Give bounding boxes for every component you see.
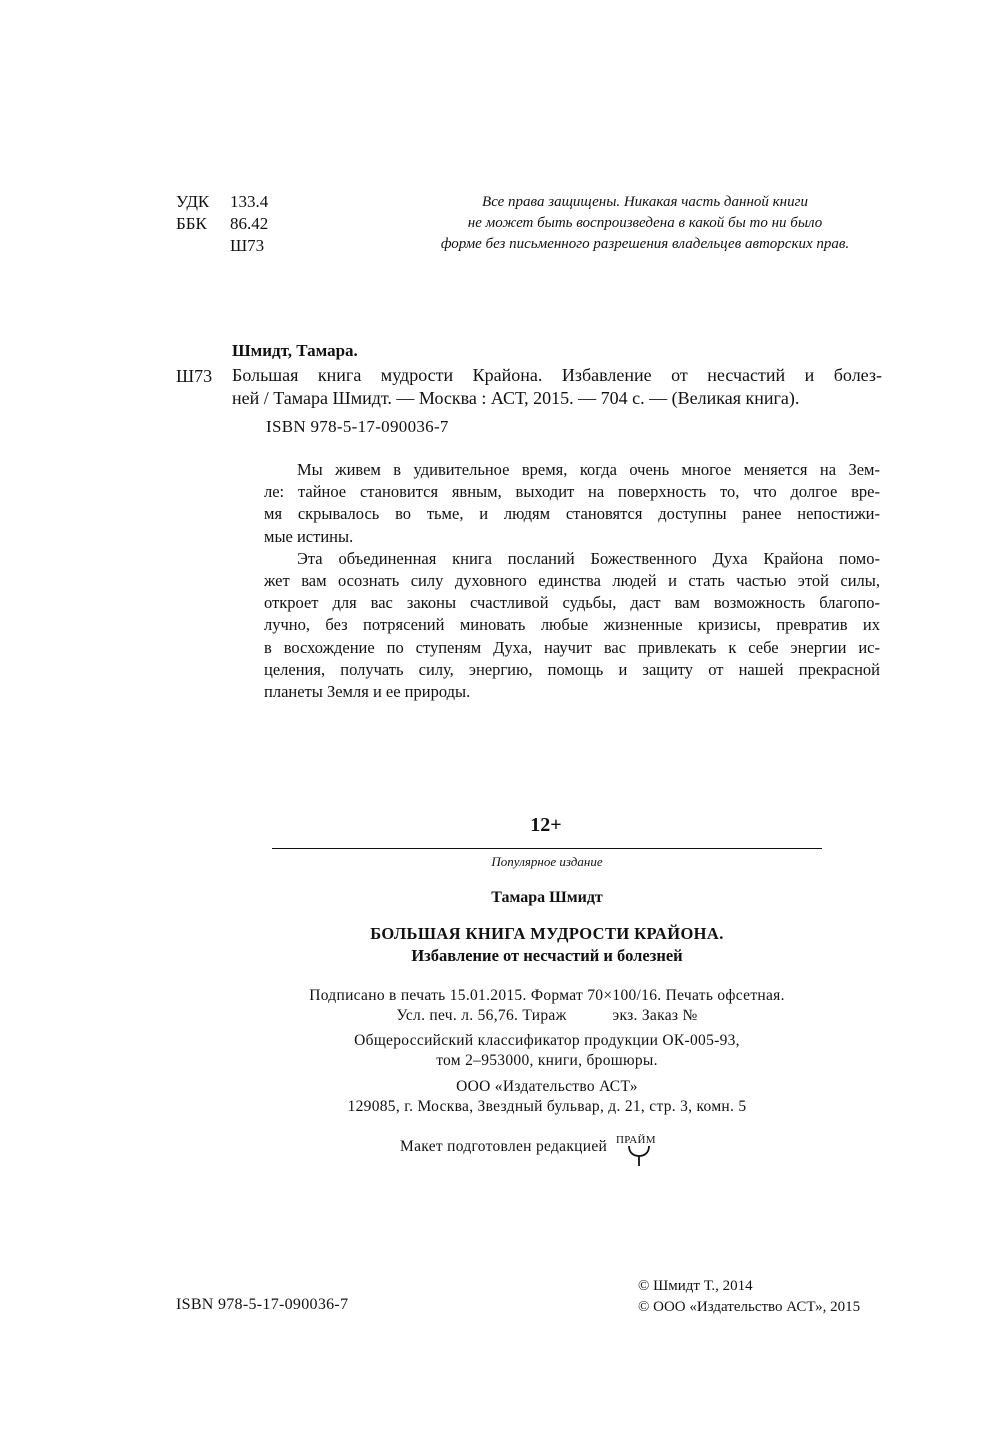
prepared-by bbox=[400, 1134, 671, 1170]
biblio-line: Большая книга мудрости Крайона. Избавление от несчастий и болез- bbox=[232, 365, 882, 385]
prepared-by-text: Макет подготовлен редакцией bbox=[400, 1138, 608, 1155]
classifier-line: Общероссийский классификатор продукции ОК-005-93, bbox=[354, 1032, 740, 1049]
rights-line: Все права защищены. Никакая часть данной книги bbox=[482, 194, 808, 210]
bibliographic-code: Ш73 bbox=[176, 366, 213, 386]
abstract-line: ле: тайное становится явным, выходит на поверхность то, что долгое вре- bbox=[264, 482, 880, 502]
abstract-line: Мы живем в удивительное время, когда очень многое меняется на Зем- bbox=[297, 460, 880, 479]
isbn-bottom: ISBN 978-5-17-090036-7 bbox=[176, 1296, 349, 1313]
abstract-line: в восхождение по ступеням Духа, научит вас привлекать к себе энергии ис- bbox=[264, 637, 880, 657]
publisher-info bbox=[272, 1077, 822, 1117]
logo-text: ПРАЙМ bbox=[616, 1134, 656, 1146]
abstract-paragraph bbox=[264, 459, 880, 481]
publisher-name: ООО «Издательство АСТ» bbox=[456, 1078, 638, 1095]
author-heading: Шмидт, Тамара. bbox=[232, 341, 358, 360]
biblio-line: ней / Тамара Шмидт. — Москва : АСТ, 2015. — 704 с. — (Великая книга). bbox=[232, 388, 800, 408]
bbk-value: 86.42 bbox=[230, 214, 269, 233]
copyright-line: © ООО «Издательство АСТ», 2015 bbox=[638, 1299, 861, 1315]
author-name: Тамара Шмидт bbox=[491, 889, 603, 906]
abstract-line: Эта объединенная книга посланий Божественного Духа Крайона помо- bbox=[297, 548, 880, 568]
print-info bbox=[262, 986, 832, 1026]
copyright-line: © Шмидт Т., 2014 bbox=[638, 1278, 753, 1294]
publisher-address: 129085, г. Москва, Звездный бульвар, д. 21, стр. 3, комн. 5 bbox=[347, 1098, 747, 1115]
book-title: БОЛЬШАЯ КНИГА МУДРОСТИ КРАЙОНА. bbox=[370, 924, 724, 943]
bibliographic-description bbox=[232, 364, 882, 410]
rights-line: форме без письменного разрешения владельцев авторских прав. bbox=[440, 236, 850, 252]
copyright-block bbox=[638, 1276, 860, 1318]
abstract-line: жет вам осознать силу духовного единства людей и стать частью этой силы, bbox=[264, 571, 880, 591]
author-mark: Ш73 bbox=[230, 236, 265, 255]
bbk-label: ББК bbox=[176, 214, 207, 233]
udk-label: УДК bbox=[176, 192, 210, 211]
abstract-line: лучно, без потрясений миновать любые жизненные кризисы, превратив их bbox=[264, 615, 880, 635]
praim-logo bbox=[613, 1132, 671, 1170]
rights-line: не может быть воспроизведена в какой бы то ни было bbox=[467, 215, 823, 231]
abstract-paragraph bbox=[264, 548, 880, 570]
print-info-line: Подписано в печать 15.01.2015. Формат 70×100/16. Печать офсетная. bbox=[309, 987, 785, 1004]
classifier-line: том 2–953000, книги, брошюры. bbox=[436, 1052, 658, 1069]
abstract-line: мые истины. bbox=[264, 526, 354, 546]
classifier bbox=[272, 1031, 822, 1071]
rights-notice bbox=[410, 192, 880, 255]
abstract-line: планеты Земля и ее природы. bbox=[264, 682, 471, 702]
abstract-line: откроет для вас законы счастливой судьбы, даст вам возможность благопо- bbox=[264, 593, 880, 613]
print-info-line: Усл. печ. л. 56,76. Тираж экз. Заказ № bbox=[396, 1007, 698, 1024]
age-rating: 12+ bbox=[530, 814, 562, 836]
divider bbox=[272, 848, 822, 849]
book-subtitle: Избавление от несчастий и болезней bbox=[411, 946, 683, 965]
abstract bbox=[264, 459, 880, 703]
udk-value: 133.4 bbox=[230, 192, 269, 211]
abstract-line: мя скрывалось во тьме, и людям становятся доступны ранее непостижи- bbox=[264, 504, 880, 524]
isbn: ISBN 978-5-17-090036-7 bbox=[266, 417, 449, 436]
classification-codes bbox=[176, 191, 268, 257]
edition-type: Популярное издание bbox=[491, 854, 603, 869]
abstract-line: целения, получать силу, энергию, помощь и защиту от нашей прекрасной bbox=[264, 659, 880, 679]
